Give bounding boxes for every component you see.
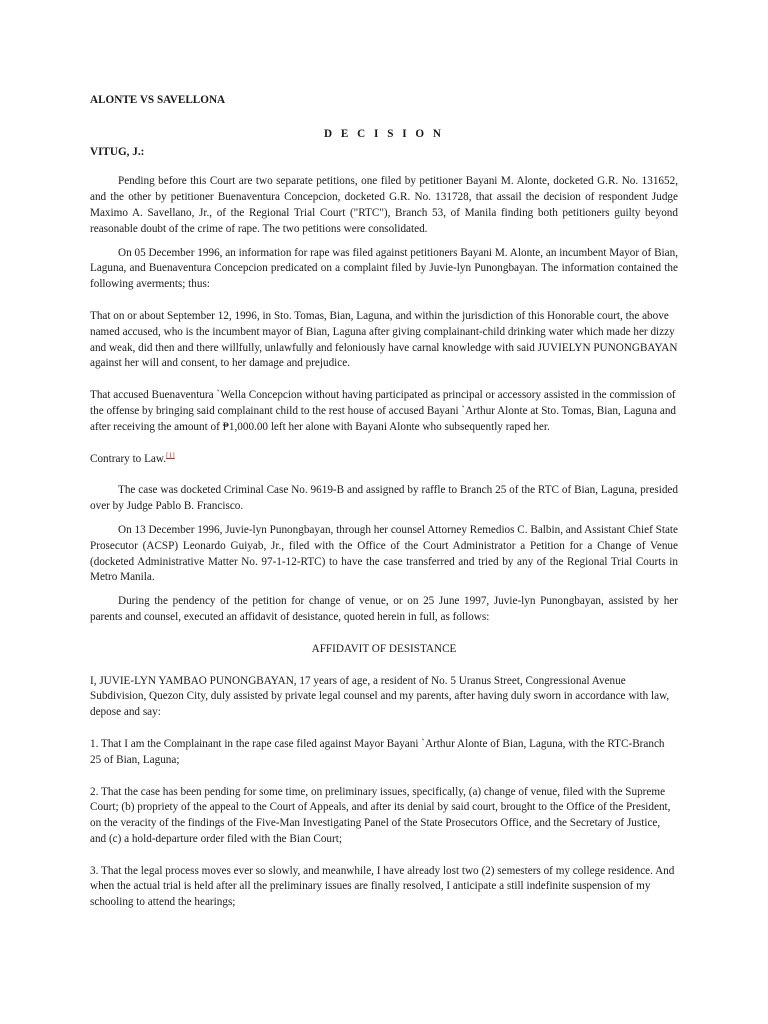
affidavit-item: 3. That the legal process moves ever so slowly, and meanwhile, I have already lost two (2) semesters of my college residence. And when the actual trial is held after all the preliminary issues are finally resolved, I anticipate a still indefinite suspension of my schooling to attend the hearings; (90, 864, 675, 909)
paragraph-change-of-venue: On 13 December 1996, Juvie-lyn Punongbayan, through her counsel Attorney Remedios C. Balbin, and Assistant Chief State Prosecutor (ACSP) Leonardo Guiyab, Jr., filed with the Office of the Court Administrator a Petition for a Change of Venue (docketed Administrative Matter No. 97-1-12-RTC) to have the case transferred and tried by any of the Regional Trial Courts in Metro Manila. (90, 523, 678, 584)
affidavit-intro: I, JUVIE-LYN YAMBAO PUNONGBAYAN, 17 years of age, a resident of No. 5 Uranus Street, Congressional Avenue Subdivision, Quezon City, duly assisted by private legal counsel and my parents, after having duly sworn in accordance with law, depose and say: (90, 674, 670, 719)
decision-heading: D E C I S I O N (324, 127, 444, 140)
averment-accused-concepcion: That accused Buenaventura `Wella Concepcion without having participated as principal or accessory assisted in the commission of the offense by bringing said complainant child to the rest house of accused Bayani `Arthur Alonte at Sto. Tomas, Bian, Laguna and after receiving the amount of ₱1,000.00 left her alone with Bayani Alonte who subsequently raped her. (90, 389, 677, 433)
contrary-to-law-text: Contrary to Law. (90, 452, 167, 465)
paragraph-desistance: During the pendency of the petition for change of venue, or on 25 June 1997, Juvie-lyn Punongbayan, assisted by her parents and counsel, executed an affidavit of desistance, quoted herein in full, as follows: (90, 595, 678, 623)
document-page (90, 93, 678, 927)
affidavit-item: 1. That I am the Complainant in the rape case filed against Mayor Bayani `Arthur Alonte of Bian, Laguna, with the RTC-Branch 25 of Bian, Laguna; (90, 737, 665, 766)
paragraph-information: On 05 December 1996, an information for rape was filed against petitioners Bayani M. Alonte, an incumbent Mayor of Bian, Laguna, and Buenaventura Concepcion predicated on a complaint filed by Juvie-lyn Punongbayan. The information contained the following averments; thus: (90, 246, 678, 291)
paragraph-docketed: The case was docketed Criminal Case No. 9619-B and assigned by raffle to Branch 25 of the RTC of Bian, Laguna, presided over by Judge Pablo B. Francisco. (90, 484, 678, 513)
footnote-link[interactable]: [1] (166, 449, 175, 459)
averment-accused-alonte: That on or about September 12, 1996, in Sto. Tomas, Bian, Laguna, and within the jurisdiction of this Honorable court, the above named accused, who is the incumbent mayor of Bian, Laguna after giving complainant-child drinking water which made her dizzy and weak, did then and there willfully, unlawfully and feloniously have carnal knowledge with said JUVIELYN PUNONGBAYAN against her will and consent, to her damage and prejudice. (90, 309, 678, 370)
paragraph-petitions: Pending before this Court are two separate petitions, one filed by petitioner Bayani M. Alonte, docketed G.R. No. 131652, and the other by petitioner Buenaventura Concepcion, docketed G.R. No. 131728, that assail the decision of respondent Judge Maximo A. Savellano, Jr., of the Regional Trial Court ("RTC"), Branch 53, of Manila finding both petitioners guilty beyond reasonable doubt of the crime of rape. The two petitions were consolidated. (90, 175, 678, 235)
ponente: VITUG, J.: (90, 145, 145, 158)
affidavit-title: AFFIDAVIT OF DESISTANCE (311, 642, 457, 655)
case-title: ALONTE VS SAVELLONA (90, 94, 226, 106)
affidavit-item: 2. That the case has been pending for some time, on preliminary issues, specifically, (a) change of venue, filed with the Supreme Court; (b) propriety of the appeal to the Court of Appeals, and after its denial by said court, brought to the Office of the President, on the veracity of the findings of the Five-Man Investigating Panel of the State Prosecutors Office, and the Secretary of Justice, and (c) a hold-departure order filed with the Bian Court; (90, 785, 671, 845)
contrary-to-law (90, 449, 678, 468)
